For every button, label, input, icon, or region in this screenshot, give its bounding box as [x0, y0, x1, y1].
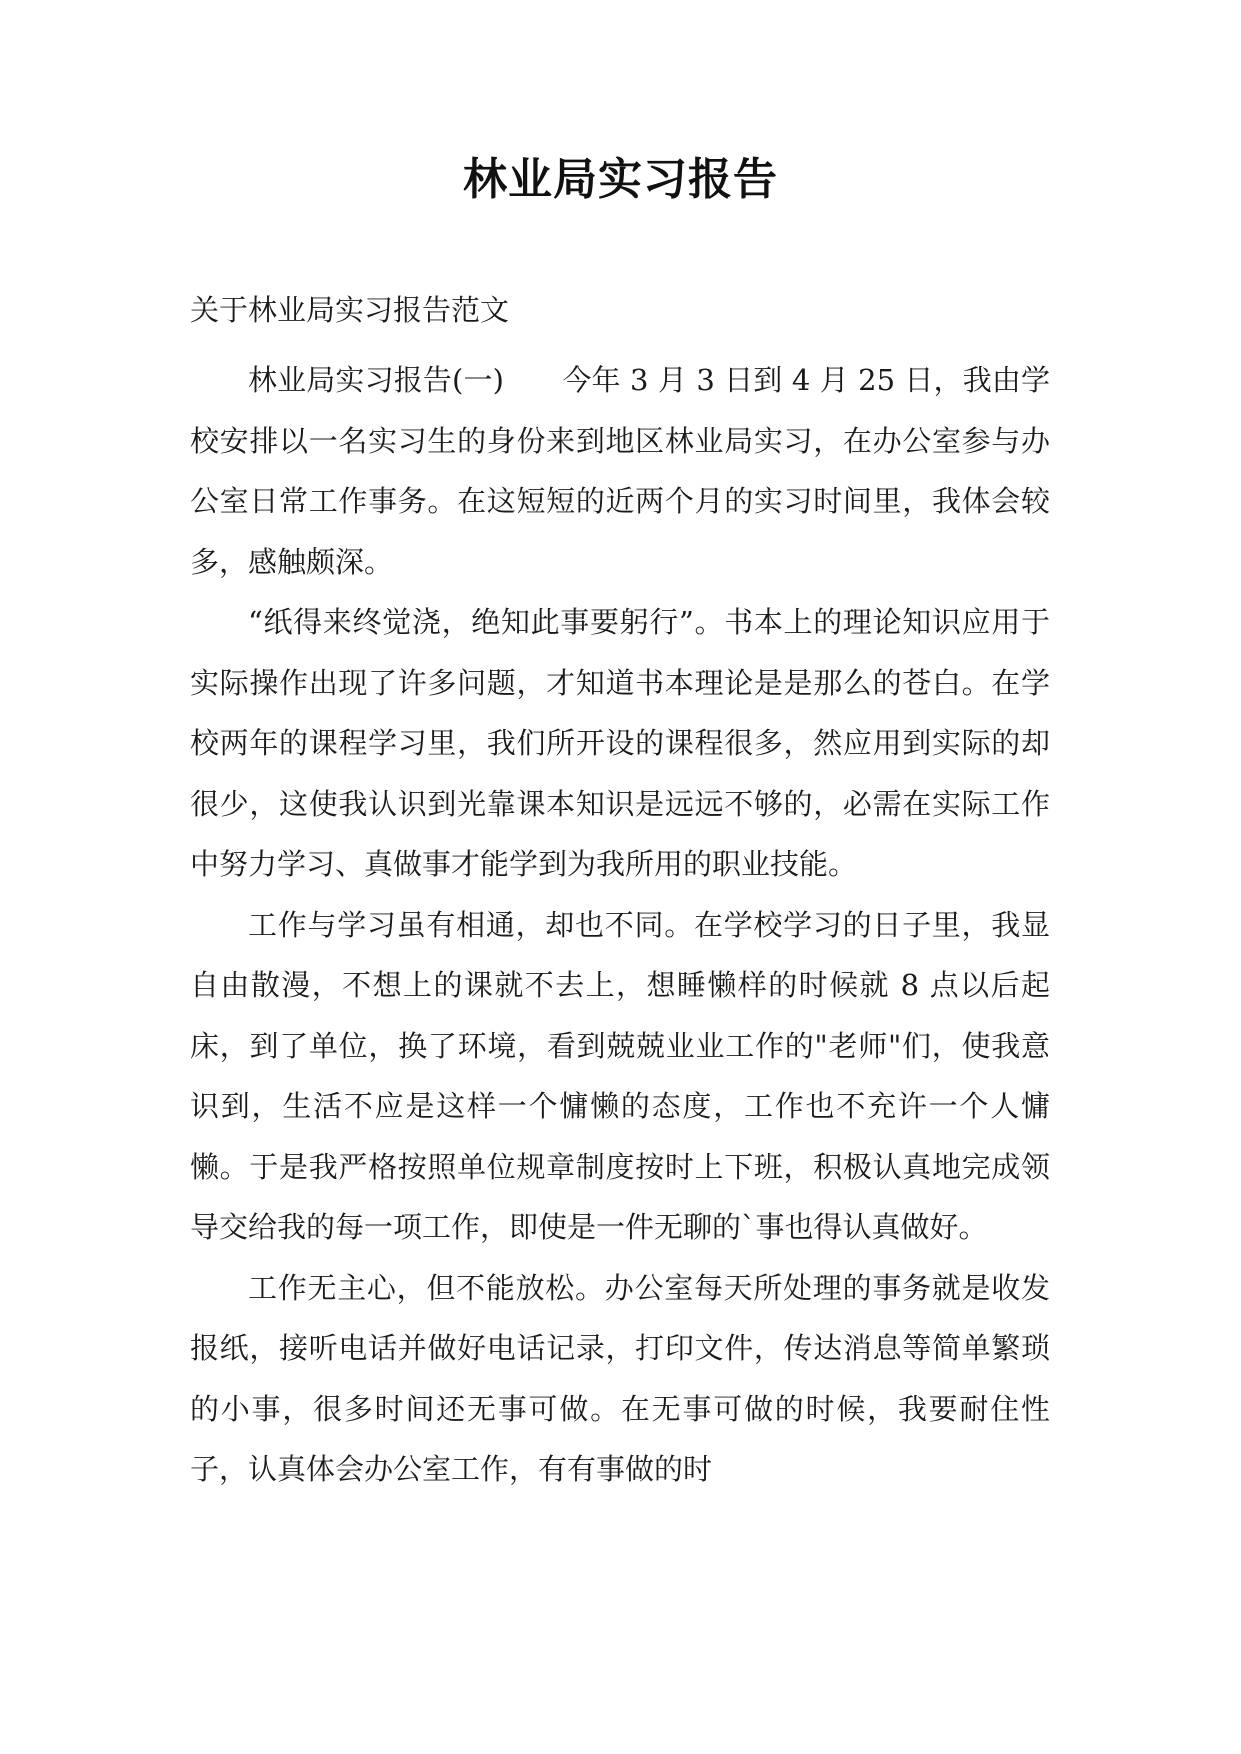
paragraph: 工作无主心，但不能放松。办公室每天所处理的事务就是收发报纸，接听电话并做好电话记录，打印文件，传达消息等简单繁琐的小事，很多时间还无事可做。在无事可做的时候，我要耐住性子，认真体会办公室工作，有有事做的时	[190, 1270, 1050, 1486]
document-subtitle: 关于林业局实习报告范文	[190, 293, 510, 327]
document-title: 林业局实习报告	[463, 154, 778, 205]
paragraph: 林业局实习报告(一) 今年 3 月 3 日到 4 月 25 日，我由学校安排以一名实习生的身份来到地区林业局实习，在办公室参与办公室日常工作事务。在这短短的近两个月的实习时间里，我体会较多，感触颇深。	[190, 363, 1050, 579]
document-body	[190, 350, 1050, 1500]
paragraph: “纸得来终觉浇，绝知此事要躬行”。书本上的理论知识应用于实际操作出现了许多问题，才知道书本理论是是那么的苍白。在学校两年的课程学习里，我们所开设的课程很多，然应用到实际的却很少，这使我认识到光靠课本知识是远远不够的，必需在实际工作中努力学习、真做事才能学到为我所用的职业技能。	[190, 605, 1050, 881]
paragraph: 工作与学习虽有相通，却也不同。在学校学习的日子里，我显自由散漫，不想上的课就不去上，想睡懒样的时候就 8 点以后起床，到了单位，换了环境，看到兢兢业业工作的"老师"们，使我意识到，生活不应是这样一个慵懒的态度，工作也不充许一个人慵懒。于是我严格按照单位规章制度按时上下班，积极认真地完成领导交给我的每一项工作，即使是一件无聊的`事也得认真做好。	[190, 907, 1050, 1244]
